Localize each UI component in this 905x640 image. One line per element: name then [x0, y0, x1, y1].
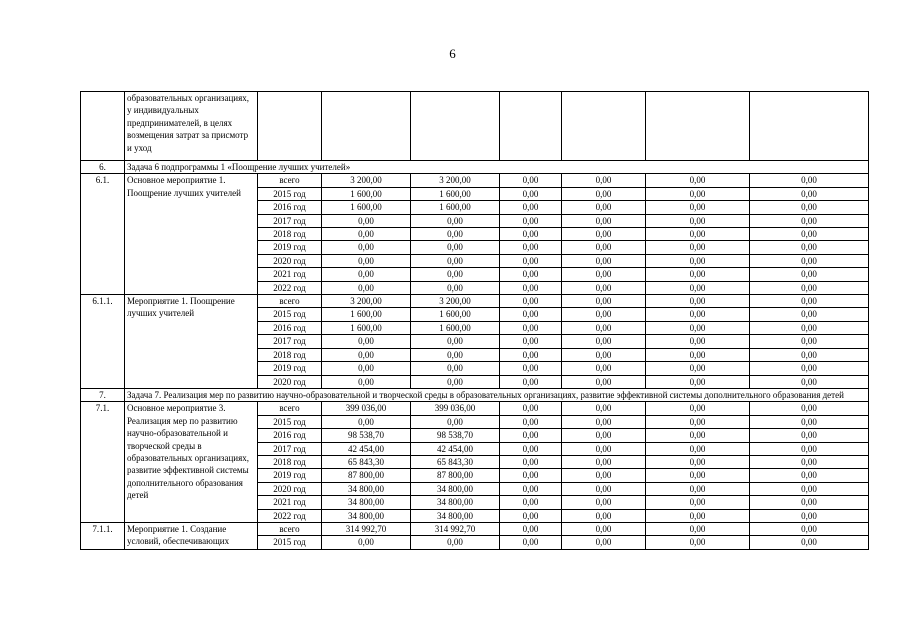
year-cell: 2016 год — [258, 201, 322, 214]
value-cell: 0,00 — [750, 455, 869, 468]
value-cell: 0,00 — [646, 415, 750, 428]
value-cell: 0,00 — [750, 321, 869, 334]
value-cell: 3 200,00 — [322, 174, 411, 187]
value-cell: 0,00 — [322, 214, 411, 227]
value-cell: 0,00 — [562, 402, 646, 415]
value-cell: 0,00 — [562, 429, 646, 442]
task-row — [81, 388, 869, 401]
value-cell: 399 036,00 — [322, 402, 411, 415]
year-cell: 2018 год — [258, 228, 322, 241]
value-cell: 0,00 — [562, 482, 646, 495]
year-cell: 2016 год — [258, 321, 322, 334]
activity-code: 6.1.1. — [81, 295, 125, 389]
value-cell: 98 538,70 — [411, 429, 500, 442]
year-cell: 2015 год — [258, 308, 322, 321]
value-cell: 1 600,00 — [322, 321, 411, 334]
value-cell: 0,00 — [646, 429, 750, 442]
value-cell: 3 200,00 — [411, 174, 500, 187]
table-row — [81, 402, 869, 415]
value-cell: 0,00 — [562, 536, 646, 549]
value-cell: 0,00 — [646, 174, 750, 187]
value-cell: 0,00 — [562, 509, 646, 522]
value-cell: 0,00 — [411, 228, 500, 241]
value-cell: 0,00 — [562, 335, 646, 348]
value-cell: 0,00 — [322, 228, 411, 241]
task-title: Задача 6 подпрограммы 1 «Поощрение лучших учителей» — [125, 161, 869, 174]
year-cell: 2017 год — [258, 214, 322, 227]
value-cell: 0,00 — [562, 268, 646, 281]
year-cell: 2017 год — [258, 442, 322, 455]
value-cell: 0,00 — [500, 241, 562, 254]
value-cell: 0,00 — [646, 348, 750, 361]
value-cell: 0,00 — [500, 469, 562, 482]
value-cell: 0,00 — [646, 522, 750, 535]
year-cell: 2020 год — [258, 482, 322, 495]
table-row — [81, 295, 869, 308]
value-cell: 0,00 — [750, 214, 869, 227]
year-cell: 2022 год — [258, 509, 322, 522]
value-cell: 0,00 — [562, 362, 646, 375]
value-cell: 0,00 — [322, 415, 411, 428]
value-cell: 0,00 — [411, 348, 500, 361]
value-cell: 0,00 — [562, 415, 646, 428]
value-cell: 0,00 — [500, 362, 562, 375]
value-cell: 0,00 — [646, 482, 750, 495]
table-cell — [750, 92, 869, 161]
value-cell: 0,00 — [500, 482, 562, 495]
value-cell: 0,00 — [500, 295, 562, 308]
task-title: Задача 7. Реализация мер по развитию научно-образовательной и творческой среды в образовательных организациях, развитие эффективной системы дополнительного образования детей — [125, 388, 869, 401]
value-cell: 0,00 — [646, 335, 750, 348]
value-cell: 0,00 — [500, 187, 562, 200]
value-cell: 0,00 — [646, 402, 750, 415]
value-cell: 0,00 — [500, 308, 562, 321]
value-cell: 0,00 — [500, 335, 562, 348]
value-cell: 0,00 — [750, 482, 869, 495]
year-cell: всего — [258, 522, 322, 535]
value-cell: 0,00 — [562, 308, 646, 321]
value-cell: 0,00 — [500, 228, 562, 241]
value-cell: 0,00 — [500, 522, 562, 535]
year-cell: 2015 год — [258, 415, 322, 428]
value-cell: 1 600,00 — [411, 321, 500, 334]
value-cell: 0,00 — [750, 362, 869, 375]
value-cell: 87 800,00 — [411, 469, 500, 482]
activity-name: Мероприятие 1. Создание условий, обеспечивающих — [125, 522, 258, 549]
value-cell: 0,00 — [411, 214, 500, 227]
value-cell: 0,00 — [646, 321, 750, 334]
year-cell: 2020 год — [258, 375, 322, 388]
value-cell: 0,00 — [411, 362, 500, 375]
table-cell — [562, 92, 646, 161]
year-cell: 2021 год — [258, 496, 322, 509]
value-cell: 65 843,30 — [322, 455, 411, 468]
value-cell: 1 600,00 — [411, 308, 500, 321]
page-number: 6 — [449, 46, 456, 61]
value-cell: 0,00 — [500, 321, 562, 334]
value-cell: 0,00 — [750, 295, 869, 308]
value-cell: 0,00 — [750, 415, 869, 428]
value-cell: 0,00 — [411, 241, 500, 254]
value-cell: 34 800,00 — [411, 482, 500, 495]
value-cell: 1 600,00 — [411, 187, 500, 200]
budget-table — [80, 91, 869, 550]
value-cell: 0,00 — [562, 442, 646, 455]
value-cell: 0,00 — [500, 268, 562, 281]
value-cell: 1 600,00 — [322, 187, 411, 200]
table-cell — [646, 92, 750, 161]
value-cell: 0,00 — [750, 335, 869, 348]
value-cell: 0,00 — [500, 201, 562, 214]
value-cell: 0,00 — [646, 308, 750, 321]
value-cell: 0,00 — [500, 281, 562, 294]
table-row — [81, 92, 869, 161]
value-cell: 0,00 — [750, 496, 869, 509]
value-cell: 0,00 — [562, 214, 646, 227]
table-cell — [500, 92, 562, 161]
value-cell: 0,00 — [411, 335, 500, 348]
value-cell: 0,00 — [322, 241, 411, 254]
value-cell: 0,00 — [500, 509, 562, 522]
value-cell: 0,00 — [750, 536, 869, 549]
value-cell: 3 200,00 — [322, 295, 411, 308]
value-cell: 0,00 — [750, 174, 869, 187]
year-cell: всего — [258, 295, 322, 308]
value-cell: 0,00 — [562, 174, 646, 187]
value-cell: 0,00 — [562, 228, 646, 241]
value-cell: 0,00 — [322, 536, 411, 549]
year-cell: 2020 год — [258, 254, 322, 267]
value-cell: 0,00 — [646, 228, 750, 241]
value-cell: 34 800,00 — [411, 509, 500, 522]
table-cell — [322, 92, 411, 161]
value-cell: 0,00 — [750, 268, 869, 281]
table-cell — [258, 92, 322, 161]
value-cell: 0,00 — [322, 362, 411, 375]
value-cell: 0,00 — [411, 375, 500, 388]
budget-table-body — [81, 92, 869, 550]
activity-name: Основное мероприятие 3. Реализация мер по развитию научно-образовательной и творческой среды в образовательных организациях, развитие эффективной системы дополнительного образования детей — [125, 402, 258, 523]
row-code — [81, 92, 125, 161]
value-cell: 0,00 — [646, 268, 750, 281]
value-cell: 0,00 — [411, 415, 500, 428]
value-cell: 0,00 — [646, 214, 750, 227]
value-cell: 0,00 — [562, 187, 646, 200]
value-cell: 0,00 — [500, 429, 562, 442]
value-cell: 0,00 — [562, 469, 646, 482]
value-cell: 34 800,00 — [411, 496, 500, 509]
value-cell: 0,00 — [646, 241, 750, 254]
year-cell: 2021 год — [258, 268, 322, 281]
activity-name: Мероприятие 1. Поощрение лучших учителей — [125, 295, 258, 389]
task-code: 7. — [81, 388, 125, 401]
value-cell: 0,00 — [750, 201, 869, 214]
value-cell: 42 454,00 — [322, 442, 411, 455]
table-row — [81, 522, 869, 535]
value-cell: 0,00 — [562, 496, 646, 509]
value-cell: 0,00 — [322, 348, 411, 361]
value-cell: 0,00 — [646, 509, 750, 522]
value-cell: 98 538,70 — [322, 429, 411, 442]
value-cell: 1 600,00 — [322, 308, 411, 321]
value-cell: 399 036,00 — [411, 402, 500, 415]
value-cell: 0,00 — [500, 442, 562, 455]
value-cell: 0,00 — [562, 348, 646, 361]
value-cell: 0,00 — [322, 335, 411, 348]
year-cell: 2017 год — [258, 335, 322, 348]
year-cell: 2015 год — [258, 187, 322, 200]
value-cell: 0,00 — [646, 442, 750, 455]
activity-name: Основное мероприятие 1. Поощрение лучших учителей — [125, 174, 258, 295]
year-cell: 2019 год — [258, 469, 322, 482]
task-row — [81, 161, 869, 174]
value-cell: 65 843,30 — [411, 455, 500, 468]
value-cell: 0,00 — [562, 241, 646, 254]
activity-name: образовательных организациях, у индивидуальных предпринимателей, в целях возмещения затрат за присмотр и уход — [125, 92, 258, 161]
value-cell: 314 992,70 — [322, 522, 411, 535]
value-cell: 0,00 — [500, 455, 562, 468]
value-cell: 0,00 — [562, 254, 646, 267]
task-code: 6. — [81, 161, 125, 174]
value-cell: 34 800,00 — [322, 509, 411, 522]
value-cell: 0,00 — [500, 174, 562, 187]
value-cell: 3 200,00 — [411, 295, 500, 308]
value-cell: 0,00 — [750, 429, 869, 442]
value-cell: 34 800,00 — [322, 482, 411, 495]
year-cell: 2015 год — [258, 536, 322, 549]
value-cell: 0,00 — [562, 201, 646, 214]
value-cell: 0,00 — [750, 254, 869, 267]
value-cell: 0,00 — [646, 295, 750, 308]
value-cell: 0,00 — [750, 308, 869, 321]
value-cell: 0,00 — [750, 522, 869, 535]
value-cell: 0,00 — [646, 536, 750, 549]
year-cell: всего — [258, 402, 322, 415]
value-cell: 0,00 — [750, 241, 869, 254]
value-cell: 0,00 — [322, 281, 411, 294]
value-cell: 0,00 — [750, 228, 869, 241]
value-cell: 0,00 — [750, 509, 869, 522]
value-cell: 0,00 — [750, 402, 869, 415]
value-cell: 0,00 — [750, 348, 869, 361]
value-cell: 0,00 — [646, 187, 750, 200]
value-cell: 0,00 — [500, 214, 562, 227]
value-cell: 0,00 — [646, 469, 750, 482]
value-cell: 314 992,70 — [411, 522, 500, 535]
value-cell: 34 800,00 — [322, 496, 411, 509]
value-cell: 0,00 — [646, 201, 750, 214]
value-cell: 0,00 — [500, 415, 562, 428]
value-cell: 0,00 — [750, 281, 869, 294]
value-cell: 0,00 — [500, 536, 562, 549]
year-cell: 2019 год — [258, 362, 322, 375]
value-cell: 0,00 — [750, 442, 869, 455]
year-cell: 2018 год — [258, 348, 322, 361]
value-cell: 0,00 — [562, 281, 646, 294]
value-cell: 0,00 — [646, 375, 750, 388]
year-cell: всего — [258, 174, 322, 187]
value-cell: 0,00 — [562, 375, 646, 388]
value-cell: 0,00 — [750, 375, 869, 388]
value-cell: 0,00 — [411, 254, 500, 267]
year-cell: 2022 год — [258, 281, 322, 294]
year-cell: 2019 год — [258, 241, 322, 254]
value-cell: 0,00 — [322, 254, 411, 267]
value-cell: 0,00 — [646, 455, 750, 468]
value-cell: 0,00 — [411, 281, 500, 294]
value-cell: 0,00 — [562, 321, 646, 334]
value-cell: 0,00 — [500, 402, 562, 415]
value-cell: 0,00 — [411, 268, 500, 281]
value-cell: 0,00 — [562, 295, 646, 308]
activity-code: 7.1. — [81, 402, 125, 523]
value-cell: 87 800,00 — [322, 469, 411, 482]
value-cell: 0,00 — [322, 268, 411, 281]
activity-code: 7.1.1. — [81, 522, 125, 549]
value-cell: 0,00 — [646, 362, 750, 375]
value-cell: 0,00 — [646, 281, 750, 294]
year-cell: 2018 год — [258, 455, 322, 468]
value-cell: 0,00 — [411, 536, 500, 549]
value-cell: 0,00 — [500, 348, 562, 361]
table-row — [81, 174, 869, 187]
activity-code: 6.1. — [81, 174, 125, 295]
value-cell: 0,00 — [500, 496, 562, 509]
value-cell: 0,00 — [322, 375, 411, 388]
value-cell: 0,00 — [500, 375, 562, 388]
value-cell: 1 600,00 — [411, 201, 500, 214]
value-cell: 0,00 — [750, 187, 869, 200]
value-cell: 1 600,00 — [322, 201, 411, 214]
value-cell: 0,00 — [500, 254, 562, 267]
value-cell: 0,00 — [646, 254, 750, 267]
value-cell: 42 454,00 — [411, 442, 500, 455]
value-cell: 0,00 — [562, 455, 646, 468]
value-cell: 0,00 — [562, 522, 646, 535]
year-cell: 2016 год — [258, 429, 322, 442]
value-cell: 0,00 — [646, 496, 750, 509]
value-cell: 0,00 — [750, 469, 869, 482]
table-cell — [411, 92, 500, 161]
